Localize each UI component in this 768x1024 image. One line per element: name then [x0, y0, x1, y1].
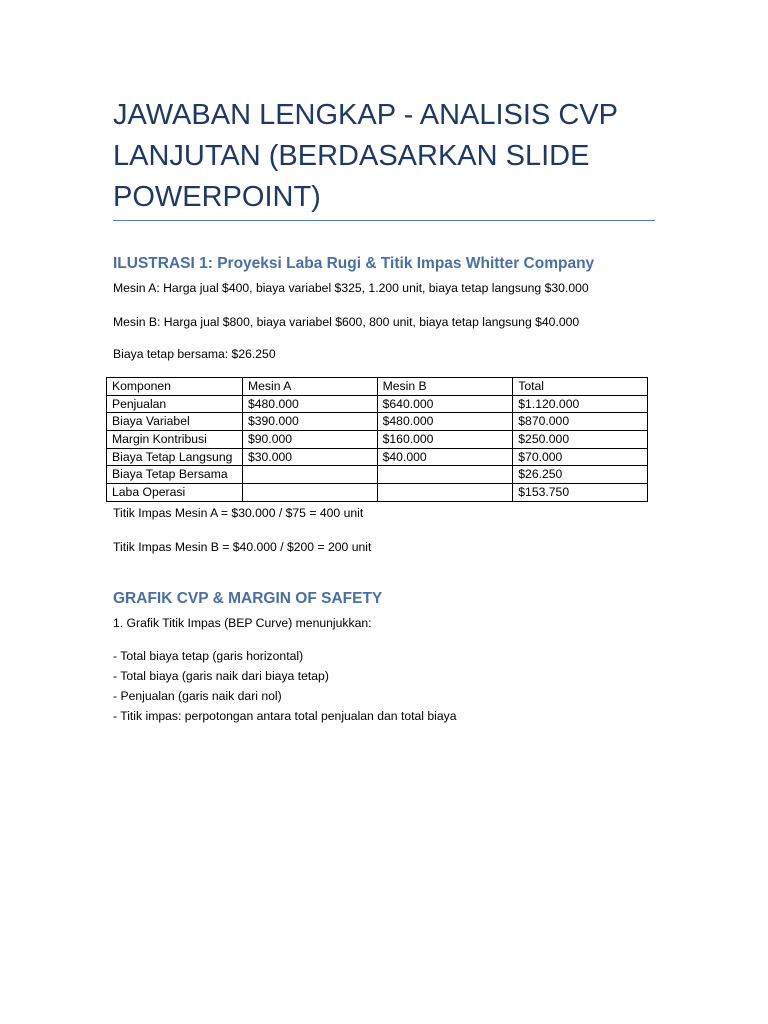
list-item: - Total biaya (garis naik dari biaya tetap): [113, 669, 329, 683]
table-cell: Laba Operasi: [107, 484, 243, 502]
mesin-b-description: Mesin B: Harga jual $800, biaya variabel $600, 800 unit, biaya tetap langsung $40.000: [113, 315, 580, 329]
table-cell: Penjualan: [107, 395, 243, 413]
table-cell: $250.000: [513, 431, 648, 449]
table-header-cell: Mesin B: [377, 378, 513, 396]
list-item: - Total biaya tetap (garis horizontal): [113, 649, 304, 663]
table-header-cell: Komponen: [107, 378, 243, 396]
table-cell: Margin Kontribusi: [107, 431, 243, 449]
table-cell: $30.000: [242, 448, 377, 466]
table-cell: [377, 466, 513, 484]
shared-fixed-cost-text: Biaya tetap bersama: $26.250: [113, 347, 276, 361]
table-header-cell: Mesin A: [242, 378, 377, 396]
grafik-intro-text: 1. Grafik Titik Impas (BEP Curve) menunjukkan:: [113, 616, 372, 630]
bep-mesin-b-text: Titik Impas Mesin B = $40.000 / $200 = 200 unit: [113, 540, 372, 554]
table-cell: $26.250: [513, 466, 648, 484]
table-cell: $480.000: [242, 395, 377, 413]
list-item: - Titik impas: perpotongan antara total penjualan dan total biaya: [113, 709, 457, 723]
table-cell: [242, 484, 377, 502]
table-cell: $70.000: [513, 448, 648, 466]
table-row: [107, 484, 648, 502]
table-cell: $160.000: [377, 431, 513, 449]
list-item: - Penjualan (garis naik dari nol): [113, 689, 282, 703]
bep-curve-list: [113, 646, 457, 726]
bep-mesin-a-text: Titik Impas Mesin A = $30.000 / $75 = 400 unit: [113, 506, 364, 520]
table-cell: $390.000: [242, 413, 377, 431]
table-cell: Biaya Tetap Langsung: [107, 448, 243, 466]
table-header-cell: Total: [513, 378, 648, 396]
table-cell: [242, 466, 377, 484]
table-row: [107, 431, 648, 449]
table-row: [107, 466, 648, 484]
table-cell: Biaya Variabel: [107, 413, 243, 431]
table-cell: $153.750: [513, 484, 648, 502]
table-row: [107, 413, 648, 431]
table-row: [107, 395, 648, 413]
table-cell: $90.000: [242, 431, 377, 449]
table-cell: $640.000: [377, 395, 513, 413]
table-cell: $1.120.000: [513, 395, 648, 413]
cvp-income-table: [106, 377, 648, 502]
section-heading-grafik-cvp: GRAFIK CVP & MARGIN OF SAFETY: [113, 590, 383, 607]
title-underline: [113, 220, 655, 221]
table-row: [107, 448, 648, 466]
table-header-row: [107, 378, 648, 396]
table-cell: $40.000: [377, 448, 513, 466]
table-cell: [377, 484, 513, 502]
document-title: JAWABAN LENGKAP - ANALISIS CVP LANJUTAN (BERDASARKAN SLIDE POWERPOINT): [113, 99, 618, 213]
section-heading-ilustrasi-1: ILUSTRASI 1: Proyeksi Laba Rugi & Titik Impas Whitter Company: [113, 255, 595, 272]
table-cell: Biaya Tetap Bersama: [107, 466, 243, 484]
table-cell: $870.000: [513, 413, 648, 431]
mesin-a-description: Mesin A: Harga jual $400, biaya variabel $325, 1.200 unit, biaya tetap langsung $30.000: [113, 281, 589, 295]
table-cell: $480.000: [377, 413, 513, 431]
